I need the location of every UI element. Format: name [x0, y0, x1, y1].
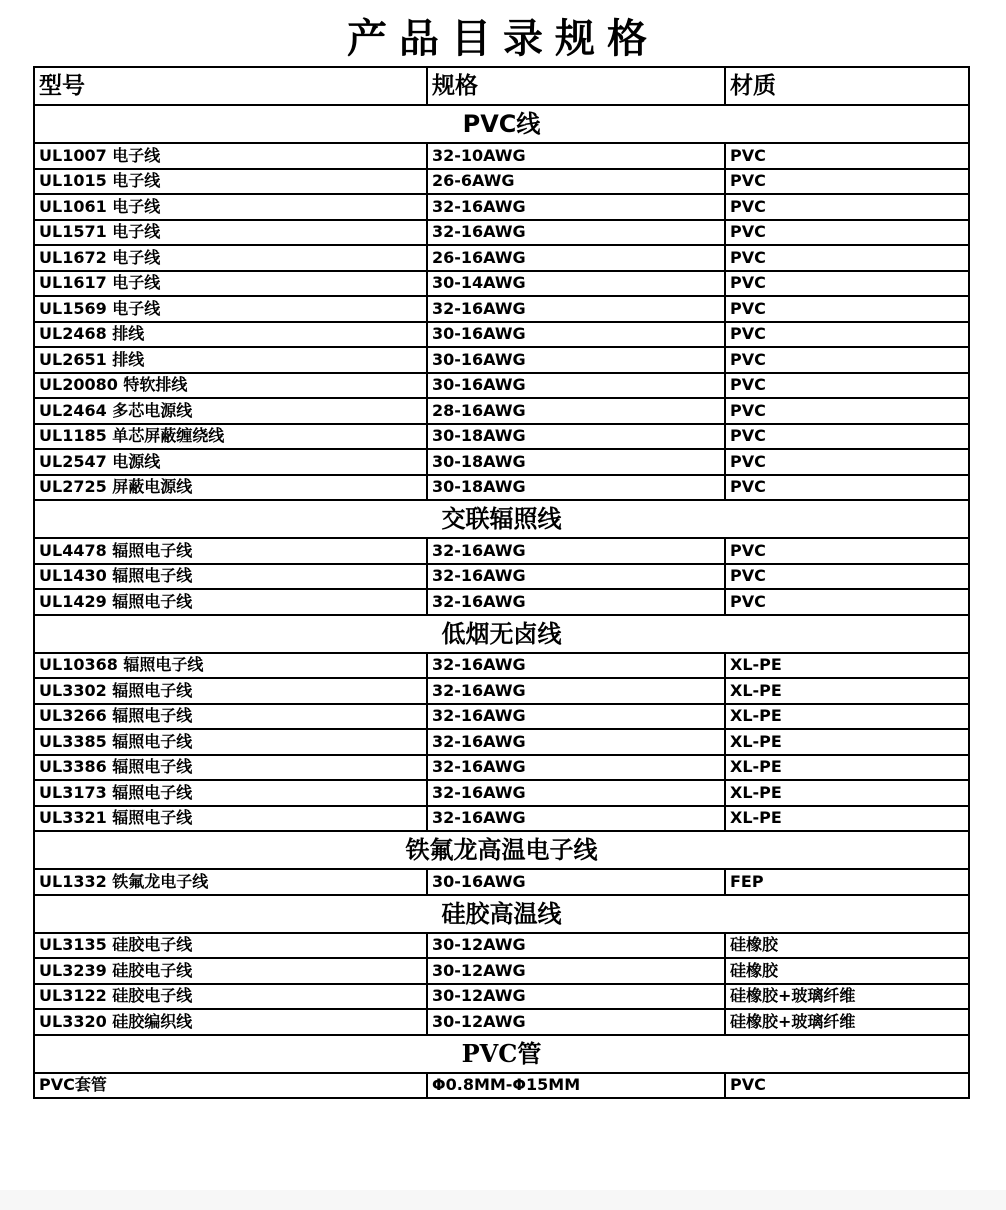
spec-cell: 26-16AWG — [427, 245, 725, 271]
material-cell: PVC — [725, 143, 969, 169]
spec-cell: 26-6AWG — [427, 169, 725, 195]
material-cell: PVC — [725, 296, 969, 322]
model-cell: UL1571 电子线 — [34, 220, 427, 246]
section-title: 硅胶高温线 — [34, 895, 969, 933]
section-header-row — [34, 105, 969, 143]
model-cell: UL1430 辐照电子线 — [34, 564, 427, 590]
material-cell: XL-PE — [725, 653, 969, 679]
model-cell: PVC套管 — [34, 1073, 427, 1099]
section-title: 铁氟龙高温电子线 — [34, 831, 969, 869]
table-row — [34, 704, 969, 730]
model-cell: UL1015 电子线 — [34, 169, 427, 195]
table-row — [34, 806, 969, 832]
model-cell: UL3173 辐照电子线 — [34, 780, 427, 806]
spec-cell: 32-16AWG — [427, 220, 725, 246]
material-cell: 硅橡胶+玻璃纤维 — [725, 984, 969, 1010]
product-spec-table — [33, 66, 970, 1099]
table-row — [34, 958, 969, 984]
material-cell: XL-PE — [725, 704, 969, 730]
table-row — [34, 1009, 969, 1035]
material-cell: PVC — [725, 322, 969, 348]
model-cell: UL1007 电子线 — [34, 143, 427, 169]
table-header-row — [34, 67, 969, 105]
material-cell: XL-PE — [725, 678, 969, 704]
table-row — [34, 1073, 969, 1099]
spec-cell: 32-16AWG — [427, 538, 725, 564]
spec-cell: 32-16AWG — [427, 653, 725, 679]
material-cell: 硅橡胶 — [725, 958, 969, 984]
section-title: 交联辐照线 — [34, 500, 969, 538]
spec-cell: 32-16AWG — [427, 564, 725, 590]
table-row — [34, 398, 969, 424]
spec-cell: 30-14AWG — [427, 271, 725, 297]
spec-cell: 30-16AWG — [427, 322, 725, 348]
spec-cell: 30-12AWG — [427, 1009, 725, 1035]
model-cell: UL2547 电源线 — [34, 449, 427, 475]
table-row — [34, 538, 969, 564]
table-row — [34, 589, 969, 615]
model-cell: UL3135 硅胶电子线 — [34, 933, 427, 959]
model-cell: UL3239 硅胶电子线 — [34, 958, 427, 984]
model-cell: UL20080 特软排线 — [34, 373, 427, 399]
material-cell: PVC — [725, 245, 969, 271]
material-cell: PVC — [725, 169, 969, 195]
spec-cell: 30-16AWG — [427, 347, 725, 373]
spec-cell: 32-16AWG — [427, 806, 725, 832]
column-header-model: 型号 — [34, 67, 427, 105]
section-header-row — [34, 500, 969, 538]
section-header-row — [34, 615, 969, 653]
model-cell: UL1672 电子线 — [34, 245, 427, 271]
section-header-row — [34, 831, 969, 869]
table-row — [34, 245, 969, 271]
spec-cell: 32-16AWG — [427, 678, 725, 704]
model-cell: UL4478 辐照电子线 — [34, 538, 427, 564]
table-row — [34, 564, 969, 590]
model-cell: UL1061 电子线 — [34, 194, 427, 220]
material-cell: FEP — [725, 869, 969, 895]
spec-cell: 32-16AWG — [427, 589, 725, 615]
table-row — [34, 194, 969, 220]
spec-cell: 30-18AWG — [427, 424, 725, 450]
table-row — [34, 984, 969, 1010]
table-row — [34, 449, 969, 475]
model-cell: UL1332 铁氟龙电子线 — [34, 869, 427, 895]
model-cell: UL2725 屏蔽电源线 — [34, 475, 427, 501]
column-header-spec: 规格 — [427, 67, 725, 105]
table-row — [34, 322, 969, 348]
spec-cell: 30-16AWG — [427, 373, 725, 399]
material-cell: 硅橡胶 — [725, 933, 969, 959]
model-cell: UL1617 电子线 — [34, 271, 427, 297]
page-footer-background — [0, 1190, 1006, 1210]
spec-cell: 32-16AWG — [427, 780, 725, 806]
material-cell: PVC — [725, 475, 969, 501]
spec-cell: 32-16AWG — [427, 704, 725, 730]
table-row — [34, 780, 969, 806]
spec-cell: 32-16AWG — [427, 729, 725, 755]
section-title: PVC线 — [34, 105, 969, 143]
table-row — [34, 296, 969, 322]
table-row — [34, 678, 969, 704]
table-row — [34, 755, 969, 781]
material-cell: PVC — [725, 398, 969, 424]
table-row — [34, 729, 969, 755]
model-cell: UL2468 排线 — [34, 322, 427, 348]
spec-cell: 30-12AWG — [427, 984, 725, 1010]
material-cell: PVC — [725, 1073, 969, 1099]
spec-cell: 30-12AWG — [427, 958, 725, 984]
spec-cell: 32-16AWG — [427, 755, 725, 781]
spec-cell: 32-16AWG — [427, 194, 725, 220]
spec-cell: 28-16AWG — [427, 398, 725, 424]
material-cell: 硅橡胶+玻璃纤维 — [725, 1009, 969, 1035]
model-cell: UL3122 硅胶电子线 — [34, 984, 427, 1010]
model-cell: UL2651 排线 — [34, 347, 427, 373]
table-row — [34, 869, 969, 895]
spec-cell: 32-10AWG — [427, 143, 725, 169]
spec-cell: Φ0.8MM-Φ15MM — [427, 1073, 725, 1099]
table-row — [34, 424, 969, 450]
table-row — [34, 373, 969, 399]
table-row — [34, 653, 969, 679]
section-header-row — [34, 895, 969, 933]
spec-cell: 30-16AWG — [427, 869, 725, 895]
material-cell: PVC — [725, 564, 969, 590]
section-title: 低烟无卤线 — [34, 615, 969, 653]
spec-cell: 30-18AWG — [427, 449, 725, 475]
model-cell: UL3320 硅胶编织线 — [34, 1009, 427, 1035]
material-cell: PVC — [725, 424, 969, 450]
table-row — [34, 143, 969, 169]
section-title: PVC管 — [34, 1035, 969, 1073]
material-cell: PVC — [725, 449, 969, 475]
spec-cell: 30-18AWG — [427, 475, 725, 501]
model-cell: UL1429 辐照电子线 — [34, 589, 427, 615]
material-cell: XL-PE — [725, 780, 969, 806]
material-cell: PVC — [725, 271, 969, 297]
column-header-material: 材质 — [725, 67, 969, 105]
model-cell: UL3302 辐照电子线 — [34, 678, 427, 704]
model-cell: UL3266 辐照电子线 — [34, 704, 427, 730]
material-cell: PVC — [725, 220, 969, 246]
model-cell: UL3321 辐照电子线 — [34, 806, 427, 832]
material-cell: XL-PE — [725, 806, 969, 832]
section-header-row — [34, 1035, 969, 1073]
material-cell: PVC — [725, 347, 969, 373]
model-cell: UL2464 多芯电源线 — [34, 398, 427, 424]
table-row — [34, 475, 969, 501]
material-cell: PVC — [725, 589, 969, 615]
spec-cell: 30-12AWG — [427, 933, 725, 959]
table-row — [34, 933, 969, 959]
table-row — [34, 169, 969, 195]
model-cell: UL10368 辐照电子线 — [34, 653, 427, 679]
table-row — [34, 271, 969, 297]
model-cell: UL1569 电子线 — [34, 296, 427, 322]
table-row — [34, 347, 969, 373]
table-row — [34, 220, 969, 246]
material-cell: XL-PE — [725, 729, 969, 755]
material-cell: PVC — [725, 538, 969, 564]
spec-cell: 32-16AWG — [427, 296, 725, 322]
model-cell: UL1185 单芯屏蔽缠绕线 — [34, 424, 427, 450]
model-cell: UL3385 辐照电子线 — [34, 729, 427, 755]
page-title: 产品目录规格 — [347, 16, 659, 62]
material-cell: XL-PE — [725, 755, 969, 781]
model-cell: UL3386 辐照电子线 — [34, 755, 427, 781]
material-cell: PVC — [725, 194, 969, 220]
material-cell: PVC — [725, 373, 969, 399]
